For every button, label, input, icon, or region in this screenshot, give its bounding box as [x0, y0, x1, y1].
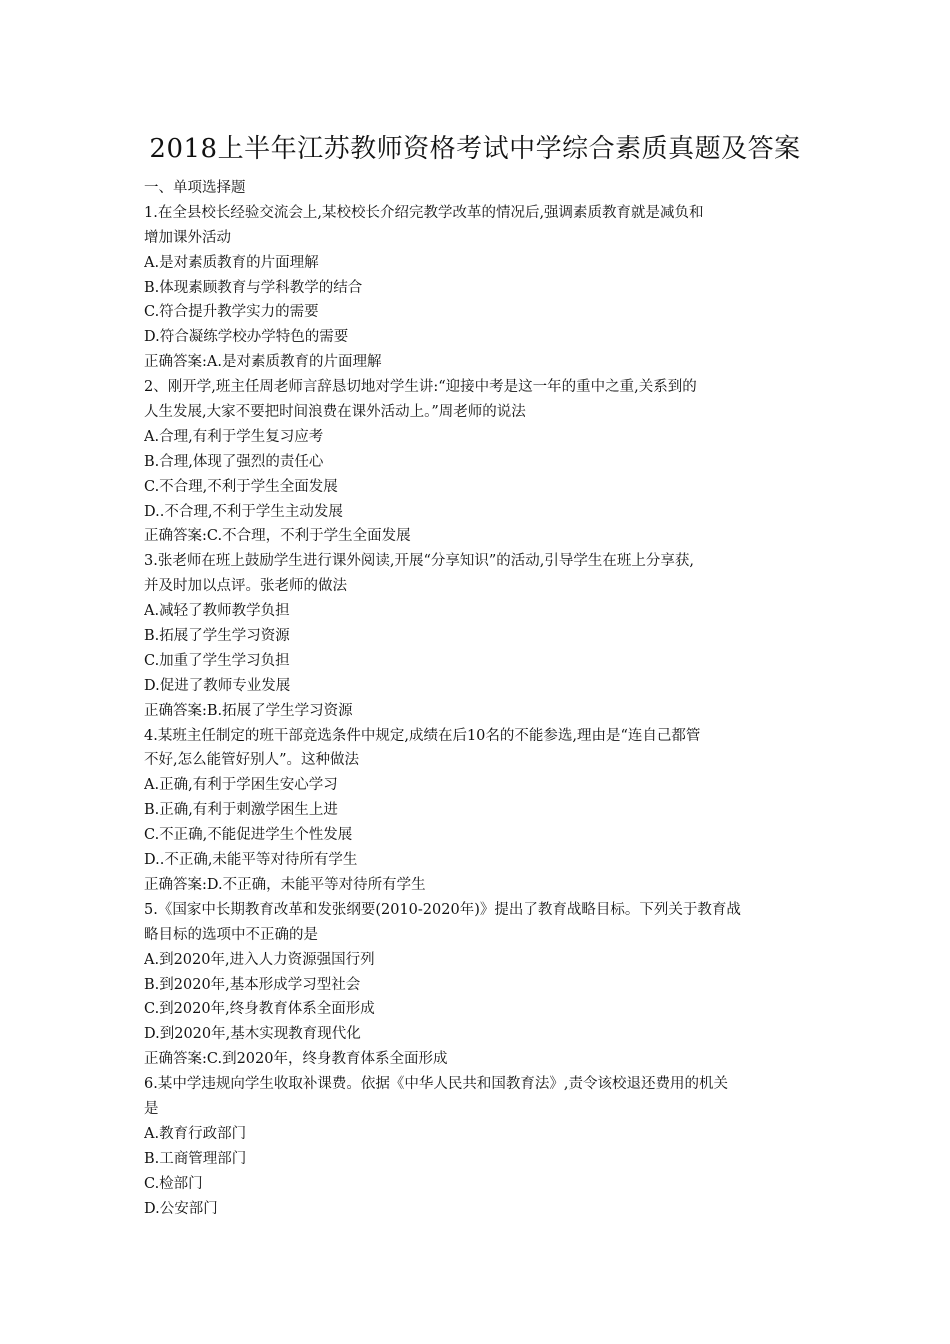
section-heading: 一、单项选择题	[144, 180, 246, 196]
correct-answer: 正确答案:C.不合理，不利于学生全面发展	[144, 528, 411, 545]
option-d: D.到2020年,基木实现教育现代化	[144, 1026, 361, 1043]
option-a: A.教育行政部门	[144, 1125, 247, 1142]
option-d: D.符合凝练学校办学特色的需要	[144, 329, 349, 346]
document-body	[144, 176, 814, 1221]
option-a: A.是对素质教育的片面理解	[144, 254, 319, 271]
question-stem-line: 并及时加以点评。张老师的做法	[144, 578, 347, 595]
question-6	[144, 1072, 814, 1221]
question-stem-line: 人生发展,大家不要把时间浪费在课外活动上。”周老师的说法	[144, 404, 526, 421]
option-c: C.加重了学生学习负担	[144, 652, 290, 669]
question-stem-line: 4.某班主任制定的班干部竞选条件中规定,成绩在后10名的不能参选,理由是“连自己都管	[144, 727, 701, 744]
question-2	[144, 375, 814, 549]
question-5	[144, 898, 814, 1072]
option-b: B.拓展了学生学习资源	[144, 628, 290, 645]
option-c: C.到2020年,终身教育体系全面形成	[144, 1001, 375, 1018]
correct-answer: 正确答案:D.不正确，未能平等对待所有学生	[144, 876, 426, 893]
option-d: D.促进了教师专业发展	[144, 677, 291, 694]
option-b: B.正确,有利于刺激学困生上进	[144, 802, 338, 819]
question-3	[144, 549, 814, 723]
question-stem-line: 不好,怎么能管好别人”。这种做法	[144, 752, 360, 769]
option-b: B.工商管理部门	[144, 1150, 247, 1167]
question-stem-line: 3.张老师在班上鼓励学生进行课外阅读,开展“分享知识”的活动,引导学生在班上分享获,	[144, 553, 694, 570]
option-c: C.符合提升教学实力的需要	[144, 304, 319, 321]
option-b: B.体现素顾教育与学科教学的结合	[144, 279, 363, 296]
option-a: A.减轻了教师教学负担	[144, 603, 290, 620]
option-b: B.到2020年,基本形成学习型社会	[144, 976, 361, 993]
correct-answer: 正确答案:A.是对素质教育的片面理解	[144, 354, 382, 371]
option-a: A.正确,有利于学困生安心学习	[144, 777, 338, 794]
option-d: D..不合理,不利于学生主动发展	[144, 503, 343, 520]
question-stem-line: 5.《国家中长期教育改革和发张纲要(2010-2020年)》提出了教育战略目标。下列关于教育战	[144, 901, 741, 918]
option-a: A.到2020年,进入人力资源强国行列	[144, 951, 375, 968]
question-stem-line: 1.在全县校长经验交流会上,某校校长介绍完教学改革的情况后,强调素质教育就是减负和	[144, 204, 704, 221]
option-d: D.公安部门	[144, 1200, 218, 1217]
option-c: C.不正确,不能促进学生个性发展	[144, 827, 353, 844]
question-stem-line: 6.某中学违规向学生收取补课费。依据《中华人民共和国教育法》,责令该校退还费用的机关	[144, 1076, 728, 1093]
question-stem-line: 增加课外活动	[144, 229, 231, 246]
question-1	[144, 201, 814, 375]
question-stem-line: 2、刚开学,班主任周老师言辞恳切地对学生讲:“迎接中考是这一年的重中之重,关系到的	[144, 379, 697, 396]
option-c: C.检部门	[144, 1175, 203, 1192]
correct-answer: 正确答案:B.拓展了学生学习资源	[144, 702, 353, 719]
question-4	[144, 724, 814, 898]
document-title: 2018上半年江苏教师资格考试中学综合素质真题及答案	[149, 134, 801, 164]
option-d: D..不正确,未能平等对待所有学生	[144, 852, 358, 869]
question-stem-line: 是	[144, 1100, 159, 1117]
correct-answer: 正确答案:C.到2020年，终身教育体系全面形成	[144, 1051, 448, 1068]
option-b: B.合理,体现了强烈的责任心	[144, 453, 324, 470]
question-stem-line: 略目标的选项中不正确的是	[144, 926, 318, 943]
option-a: A.合理,有利于学生复习应考	[144, 428, 324, 445]
option-c: C.不合理,不利于学生全面发展	[144, 478, 338, 495]
